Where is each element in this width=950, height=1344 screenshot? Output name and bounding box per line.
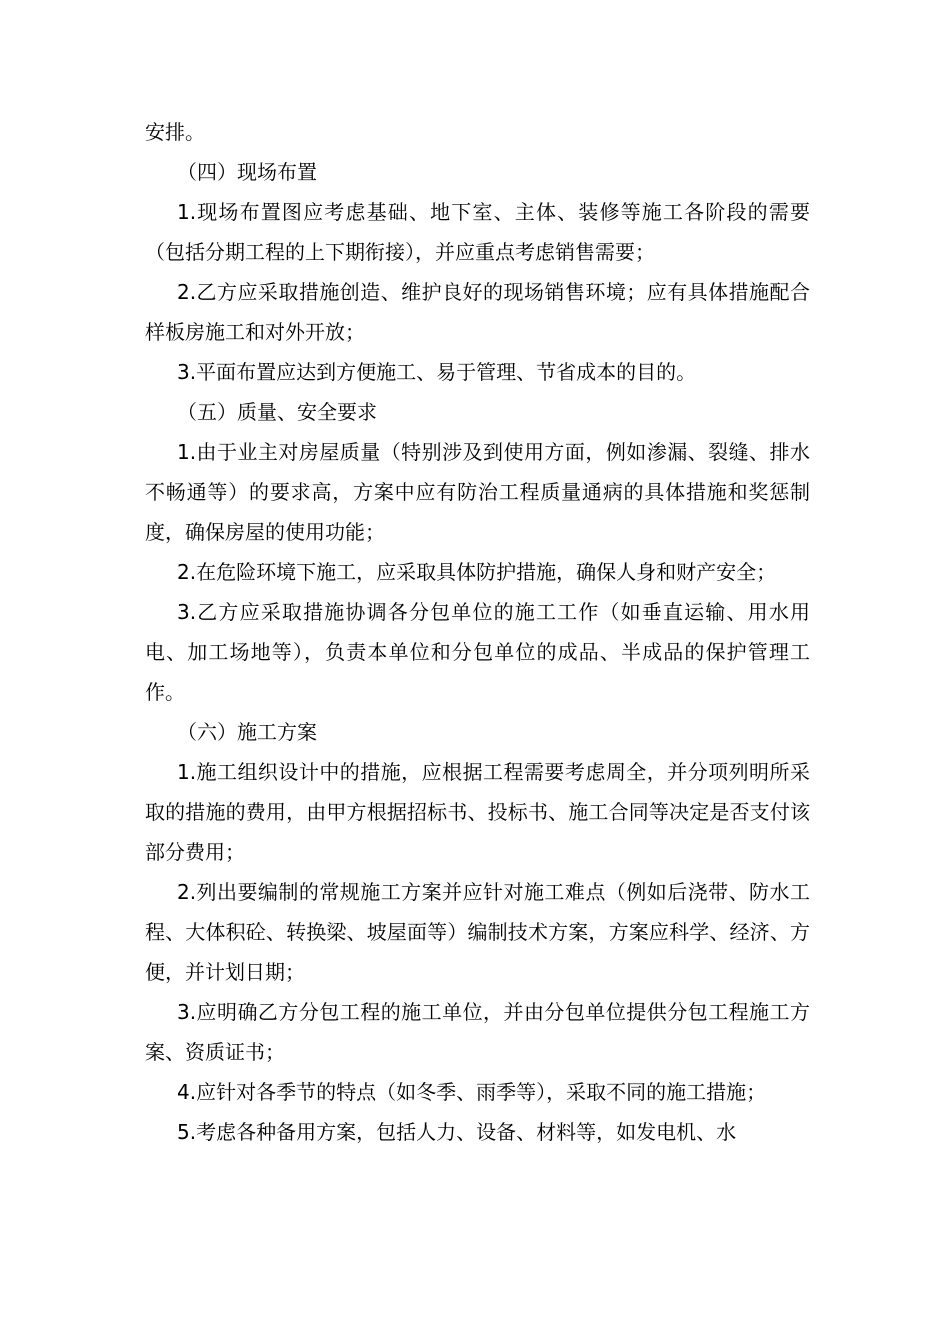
document-body	[145, 112, 810, 1152]
list-item: 1.由于业主对房屋质量（特别涉及到使用方面，例如渗漏、裂缝、排水不畅通等）的要求高，方案中应有防治工程质量通病的具体措施和奖惩制度，确保房屋的使用功能；	[145, 440, 810, 544]
paragraph-continuation: 安排。	[145, 120, 205, 144]
list-item: 3.平面布置应达到方便施工、易于管理、节省成本的目的。	[177, 360, 697, 384]
list-item: 4.应针对各季节的特点（如冬季、雨季等），采取不同的施工措施；	[177, 1080, 767, 1104]
section-heading-construction-plan: （六）施工方案	[177, 720, 317, 744]
list-item: 2.乙方应采取措施创造、维护良好的现场销售环境；应有具体措施配合样板房施工和对外开放；	[145, 280, 810, 344]
section-heading-site-layout: （四）现场布置	[177, 160, 317, 184]
list-item: 3.乙方应采取措施协调各分包单位的施工工作（如垂直运输、用水用电、加工场地等），负责本单位和分包单位的成品、半成品的保护管理工作。	[145, 600, 810, 704]
list-item: 1.现场布置图应考虑基础、地下室、主体、装修等施工各阶段的需要（包括分期工程的上下期衔接），并应重点考虑销售需要；	[145, 200, 810, 264]
list-item: 2.在危险环境下施工，应采取具体防护措施，确保人身和财产安全；	[177, 560, 777, 584]
section-heading-quality-safety: （五）质量、安全要求	[177, 400, 377, 424]
list-item: 5.考虑各种备用方案，包括人力、设备、材料等，如发电机、水	[177, 1120, 737, 1144]
list-item: 1.施工组织设计中的措施，应根据工程需要考虑周全，并分项列明所采取的措施的费用，由甲方根据招标书、投标书、施工合同等决定是否支付该部分费用；	[145, 760, 810, 864]
list-item: 3.应明确乙方分包工程的施工单位，并由分包单位提供分包工程施工方案、资质证书；	[145, 1000, 810, 1064]
list-item: 2.列出要编制的常规施工方案并应针对施工难点（例如后浇带、防水工程、大体积砼、转换梁、坡屋面等）编制技术方案，方案应科学、经济、方便，并计划日期；	[145, 880, 810, 984]
